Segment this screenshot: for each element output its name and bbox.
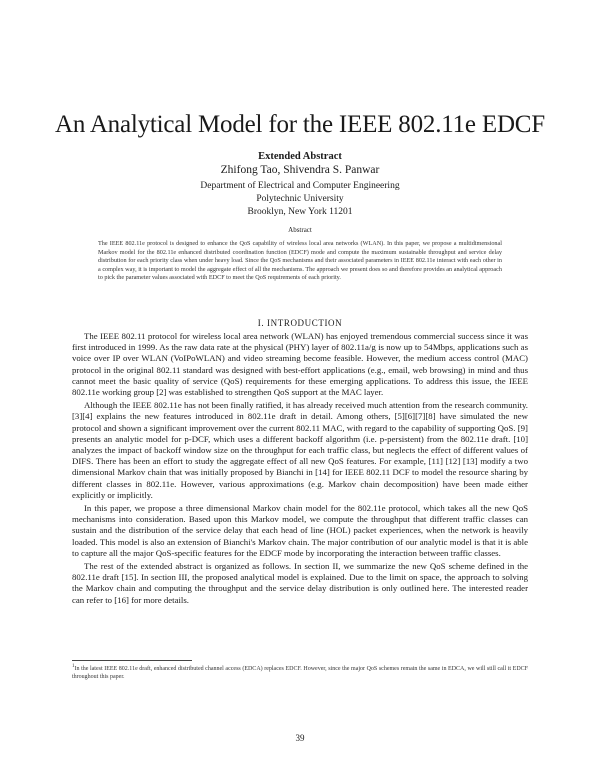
footnote-rule [72, 660, 192, 661]
body-text [72, 331, 528, 608]
paper-title: An Analytical Model for the IEEE 802.11e EDCF [55, 111, 545, 138]
footnote-text: In the latest IEEE 802.11e draft, enhanced distributed channel access (EDCA) replaces EDCF. However, since the major QoS schemes remain the same in EDCA, we will still call it EDCF throughout this paper. [72, 666, 528, 680]
section-heading: I. INTRODUCTION [257, 318, 343, 328]
paragraph: The rest of the extended abstract is organized as follows. In section II, we summarize the new QoS scheme defined in the 802.11e draft [15]. In section III, the proposed analytical model is explained. Due to the limit on space, the approach to solving the Markov chain and computing the throughput and the service delay distribution is only outlined here. The interested reader can refer to [16] for more details. [72, 561, 528, 605]
paragraph: The IEEE 802.11 protocol for wireless local area network (WLAN) has enjoyed tremendous commercial success since it was first introduced in 1999. As the raw data rate at the physical (PHY) layer of 802.11a/g is now up to 54Mbps, applications such as voice over IP over WLAN (VoIPoWLAN) and video streaming become feasible. However, the medium access control (MAC) protocol in the original 802.11 standard was designed with best-effort applications (e.g., email, web browsing) in mind and thus cannot meet the basic quality of service (QoS) requirements for these emerging applications. To address this issue, the IEEE 802.11e working group [2] was established to strengthen QoS support at the MAC layer. [72, 331, 528, 398]
author-names: Zhifong Tao, Shivendra S. Panwar [220, 164, 380, 176]
paragraph: In this paper, we propose a three dimensional Markov chain model for the 802.11e protocol, which takes all the new QoS mechanisms into consideration. Based upon this Markov model, we compute the throughput that different traffic classes can sustain and the distribution of the service delay that each head of line (HOL) packet experiences, when the network is heavily loaded. This model is also an extension of Bianchi's Markov chain. The major contribution of our analytic model is that it is able to capture all the major QoS-specific features for the EDCF mode by incorporating the interaction between traffic classes. [72, 503, 528, 558]
affiliation-university: Polytechnic University [256, 194, 344, 204]
abstract-heading: Abstract [288, 226, 312, 234]
paper-subtitle: Extended Abstract [258, 151, 342, 162]
footnote-mark: 1 [72, 664, 75, 669]
footnote [72, 663, 528, 681]
affiliation-department: Department of Electrical and Computer Engineering [200, 181, 400, 191]
abstract-text: The IEEE 802.11e protocol is designed to enhance the QoS capability of wireless local area networks (WLAN). In this paper, we propose a multidimensional Markov model for the 802.11e enhanced distributed coordination function (EDCF) mode and compute the maximum sustainable throughput and service delay distribution for each priority class when under heavy load. Since the QoS mechanisms and their associated parameters in IEEE 802.11e interact with each other in a complex way, it is important to model the aggregate effect of all the mechanisms. The approach we present does so and therefore provides an analytical approach to pick the parameter values associated with EDCF to meet the QoS requirements of each priority. [98, 240, 502, 282]
paragraph: Although the IEEE 802.11e has not been finally ratified, it has already received much attention from the research community. [3][4] explains the new features introduced in 802.11e draft in detail. Among others, [5][6][7][8] have simulated the new protocol and shown a significant improvement over the current 802.11 MAC, with regard to the capability of supporting QoS. [9] presents an analytic model for p-DCF, which uses a different backoff algorithm (i.e. p-persistent) from the 802.11e draft. [10] analyzes the impact of backoff window size on the throughput for each traffic class, but neglects the effect of different values of DIFS. There has been an effort to study the aggregate effect of all new QoS features. For example, [11] [12] [13] modify a two dimensional Markov chain that was initially proposed by Bianchi in [14] for IEEE 802.11 DCF to model the resource sharing by different classes in 802.11e. However, various approximations (e.g. Markov chain decomposition) have been made either explicitly or implicitly. [72, 400, 528, 500]
page-number: 39 [295, 733, 305, 743]
affiliation-location: Brooklyn, New York 11201 [247, 207, 353, 217]
